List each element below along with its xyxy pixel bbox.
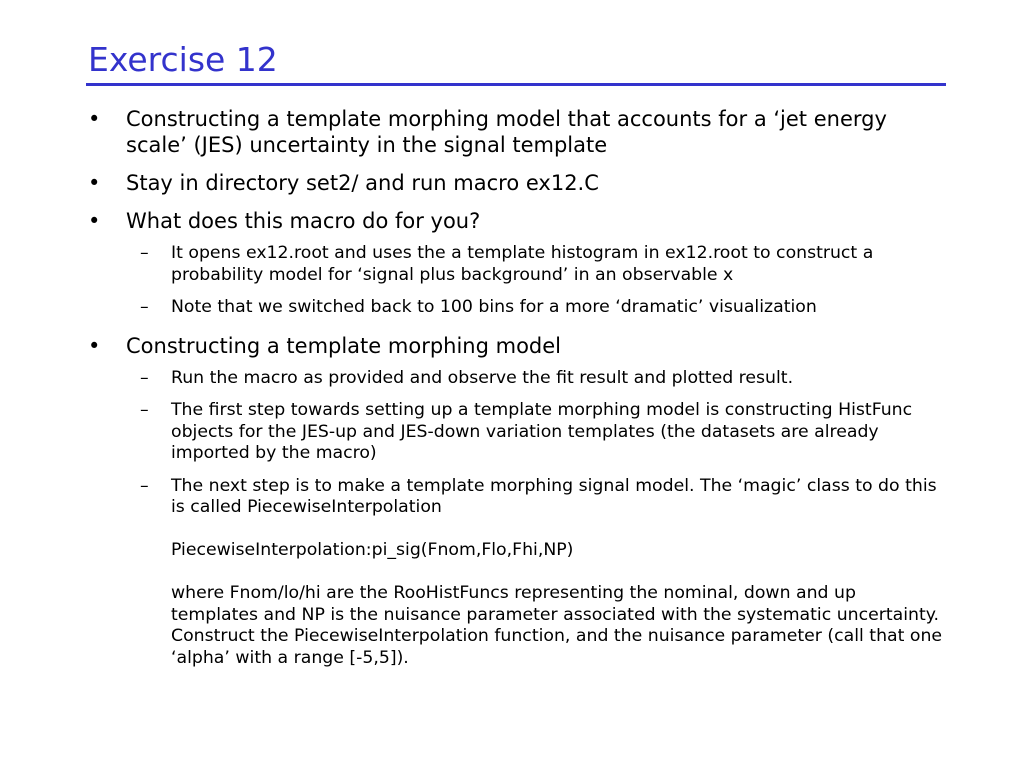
sub-bullet-text: The next step is to make a template morphing signal model. The ‘magic’ class to do this is called PiecewiseInterpolation (171, 475, 937, 517)
sub-bullet-item (88, 368, 948, 390)
bullet-item (88, 170, 948, 196)
slide-title: Exercise 12 (88, 40, 278, 79)
explanation-text: where Fnom/lo/hi are the RooHistFuncs representing the nominal, down and up templates and NP is the nuisance parameter associated with the systematic uncertainty. Construct the PiecewiseInterpolation function, and the nuisance parameter (call that one ‘alpha’ with a range [-5,5]). (171, 583, 943, 668)
bullet-text: Constructing a template morphing model (126, 333, 562, 358)
dash-icon: – (140, 297, 149, 317)
sub-bullet-text: It opens ex12.root and uses the a template histogram in ex12.root to construct a probability model for ‘signal plus background’ in an observable x (171, 243, 874, 285)
slide-content (88, 106, 948, 680)
sub-bullet-item (88, 400, 948, 465)
sub-bullet-text: Run the macro as provided and observe the fit result and plotted result. (171, 367, 794, 388)
dash-icon: – (140, 243, 149, 263)
bullet-text: Constructing a template morphing model that accounts for a ‘jet energy scale’ (JES) uncertainty in the signal template (126, 107, 887, 157)
bullet-icon: • (88, 171, 101, 195)
sub-bullet-item (88, 476, 948, 670)
sub-bullet-item (88, 243, 948, 286)
sub-bullet-text: The first step towards setting up a template morphing model is constructing HistFunc objects for the JES-up and JES-down variation templates (the datasets are already imported by the macro) (171, 400, 913, 463)
bullet-icon: • (88, 107, 101, 131)
dash-icon: – (140, 367, 149, 388)
spacer (171, 519, 948, 541)
code-line: PiecewiseInterpolation:pi_sig(Fnom,Flo,Fhi,NP) (171, 540, 574, 560)
bullet-icon: • (88, 333, 101, 358)
sub-bullet-text: Note that we switched back to 100 bins for a more ‘dramatic’ visualization (171, 297, 817, 317)
bullet-item (88, 106, 948, 158)
bullet-text: What does this macro do for you? (126, 209, 481, 233)
bullet-icon: • (88, 209, 101, 233)
dash-icon: – (140, 475, 149, 496)
bullet-item (88, 208, 948, 234)
bullet-item (88, 333, 948, 359)
title-underline (86, 83, 946, 86)
spacer (171, 562, 948, 584)
sub-bullet-item (88, 297, 948, 319)
bullet-text: Stay in directory set2/ and run macro ex12.C (126, 171, 599, 195)
dash-icon: – (140, 400, 149, 420)
